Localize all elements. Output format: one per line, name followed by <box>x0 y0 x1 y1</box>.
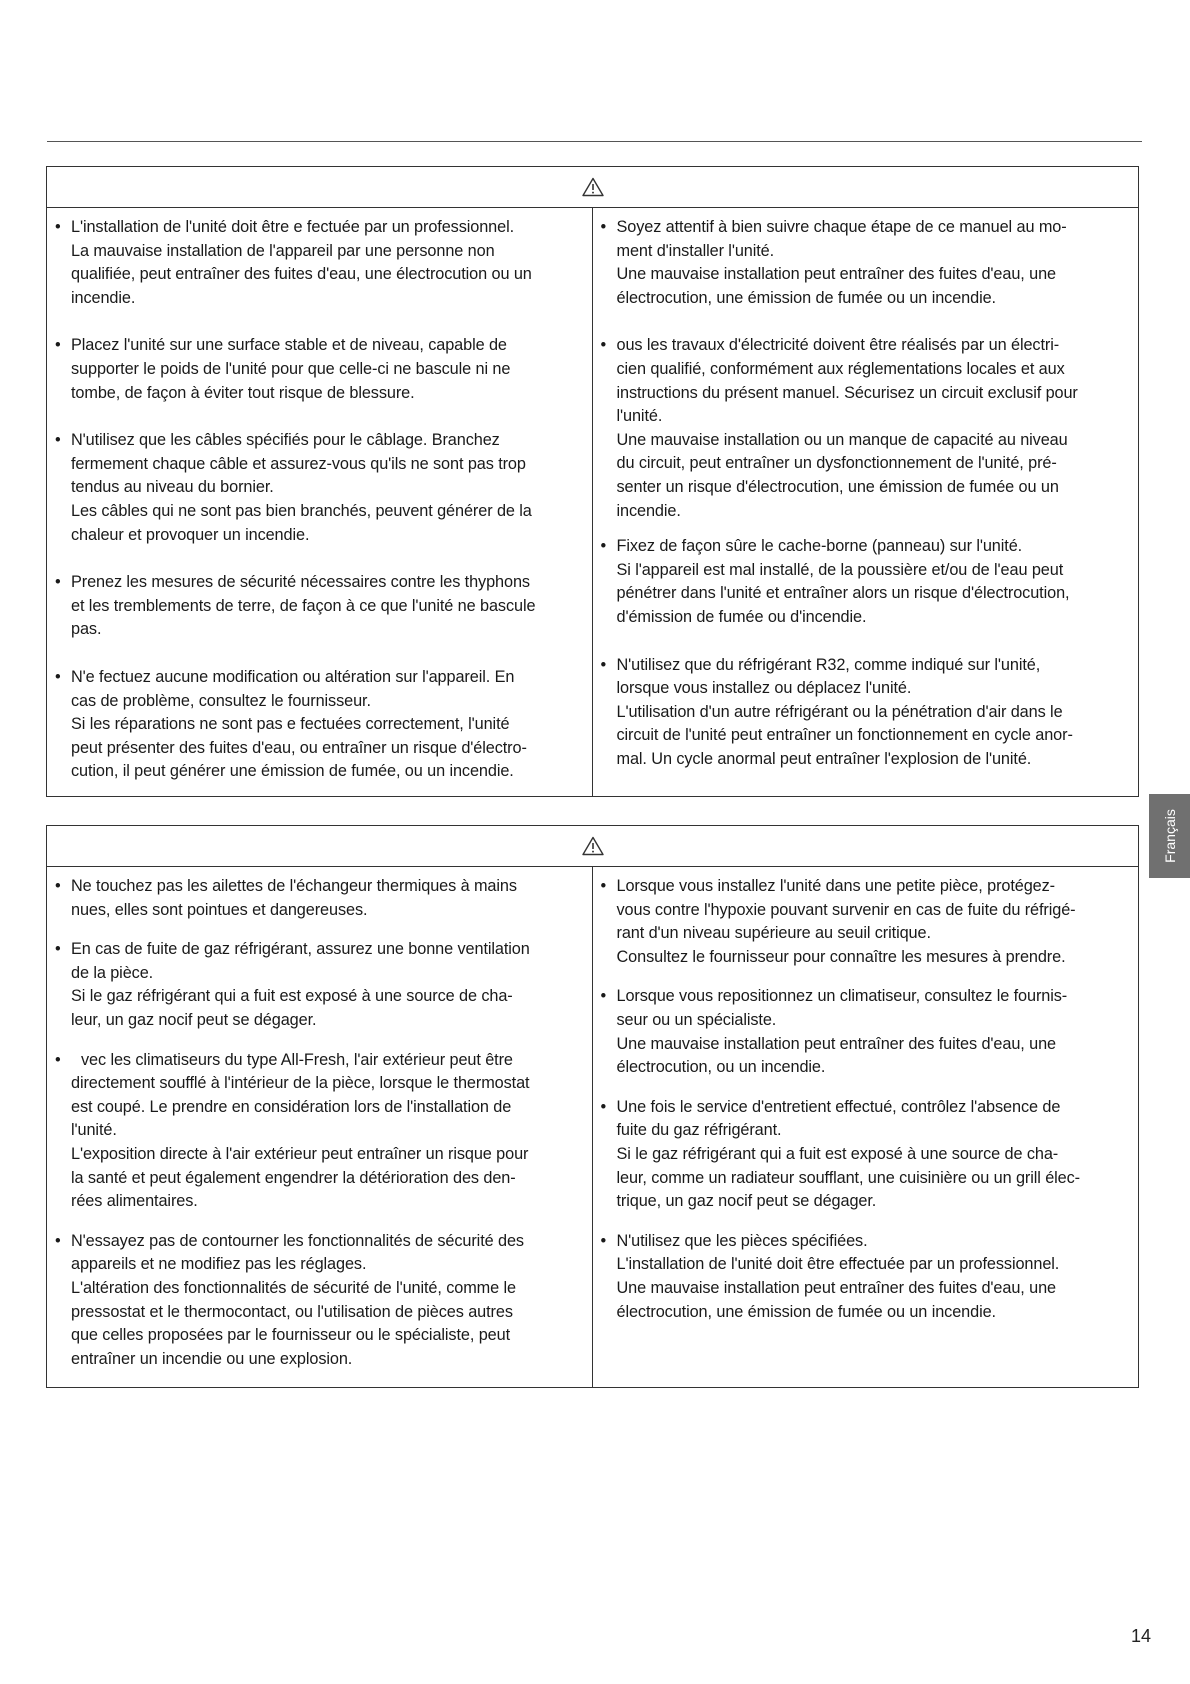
warning-col-left-1 <box>47 207 593 796</box>
list-item: • Lorsque vous repositionnez un climatiseur, consultez le fournis- seur ou un spécialiste. Une mauvaise installation peut entraîner des fuites d'eau, une électrocution, ou un incendie. <box>600 987 1068 1077</box>
page-number: 14 <box>1131 1626 1152 1646</box>
warning-col-right-1 <box>593 207 1139 796</box>
language-tab-label: Français <box>1162 809 1178 863</box>
list-item: • N'utilisez que les câbles spécifiés pour le câblage. Branchez fermement chaque câble et assurez-vous qu'ils ne sont pas trop tendus au niveau du bornier. Les câbles qui ne sont pas bien branchés, peuvent générer de la chaleur et provoquer un incendie. <box>55 431 532 544</box>
top-rule <box>47 141 1142 142</box>
warning-box-2 <box>46 825 1139 1388</box>
warning-triangle-icon <box>582 177 604 197</box>
list-item: • vec les climatiseurs du type All-Fresh, l'air extérieur peut être directement soufflé à l'intérieur de la pièce, lorsque le thermostat est coupé. Le prendre en considération lors de l'installation de l'unité. L'exposition directe à l'air extérieur peut entraîner un risque pour la santé et peut également engendrer la détérioration des den- rées alimentaires. <box>55 1050 530 1211</box>
list-item: • Placez l'unité sur une surface stable et de niveau, capable de supporter le poids de l'unité pour que celle-ci ne bascule ni ne tombe, de façon à éviter tout risque de blessure. <box>55 336 511 402</box>
warning-col-left-2 <box>47 866 593 1387</box>
warning-col-right-2 <box>593 866 1139 1387</box>
warning-box-1 <box>46 166 1139 797</box>
list-item: • L'installation de l'unité doit être e fectuée par un professionnel. La mauvaise installation de l'appareil par une personne non qualifiée, peut entraîner des fuites d'eau, une électrocution ou un incendie. <box>55 218 532 307</box>
list-item: • Une fois le service d'entretient effectué, contrôlez l'absence de fuite du gaz réfrigérant. Si le gaz réfrigérant qui a fuit est exposé à une source de cha- leur, comme un radiateur soufflant, une cuisinière ou un grill élec- trique, un gaz nocif peut se dégager. <box>600 1097 1081 1211</box>
list-item: • N'utilisez que du réfrigérant R32, comme indiqué sur l'unité, lorsque vous installez ou déplacez l'unité. L'utilisation d'un autre réfrigérant ou la pénétration d'air dans le circuit de l'unité peut entraîner un fonctionnement en cycle anor- mal. Un cycle anormal peut entraîner l'explosion de l'unité. <box>600 655 1073 768</box>
list-item: • Prenez les mesures de sécurité nécessaires contre les thyphons et les tremblements de terre, de façon à ce que l'unité ne bascule pas. <box>55 573 536 639</box>
list-item: • En cas de fuite de gaz réfrigérant, assurez une bonne ventilation de la pièce. Si le gaz réfrigérant qui a fuit est exposé à une source de cha- leur, un gaz nocif peut se dégager. <box>55 940 530 1029</box>
list-item: • Lorsque vous installez l'unité dans une petite pièce, protégez- vous contre l'hypoxie pouvant survenir en cas de fuite du réfrigé- rant d'un niveau supérieure au seuil critique. Consultez le fournisseur pour connaître les mesures à prendre. <box>600 877 1076 966</box>
list-item: • Ne touchez pas les ailettes de l'échangeur thermiques à mains nues, elles sont pointues et dangereuses. <box>55 877 517 919</box>
list-item: • N'e fectuez aucune modification ou altération sur l'appareil. En cas de problème, consultez le fournisseur. Si les réparations ne sont pas e fectuées correctement, l'unité peut présenter des fuites d'eau, ou entraîner un risque d'électro- cution, il peut générer une émission de fumée, ou un incendie. <box>55 667 527 781</box>
warning-header-1 <box>47 167 1138 208</box>
list-item: • N'utilisez que les pièces spécifiées. L'installation de l'unité doit être effectuée par un professionnel. Une mauvaise installation peut entraîner des fuites d'eau, une électrocution, une émission de fumée ou un incendie. <box>600 1231 1060 1321</box>
warning-triangle-icon <box>582 836 604 856</box>
language-tab <box>1149 794 1190 878</box>
list-item: • Fixez de façon sûre le cache-borne (panneau) sur l'unité. Si l'appareil est mal installé, de la poussière et/ou de l'eau peut pénétrer dans l'unité et entraîner alors un risque d'électrocution, d'émission de fumée ou d'incendie. <box>600 537 1070 626</box>
list-item: • Soyez attentif à bien suivre chaque étape de ce manuel au mo- ment d'installer l'unité. Une mauvaise installation peut entraîner des fuites d'eau, une électrocution, une émission de fumée ou un incendie. <box>600 218 1067 307</box>
warning-header-2 <box>47 826 1138 867</box>
list-item: • N'essayez pas de contourner les fonctionnalités de sécurité des appareils et ne modifiez pas les réglages. L'altération des fonctionnalités de sécurité de l'unité, comme le pressostat et le thermocontact, ou l'utilisation de pièces autres que celles proposées par le fournisseur ou le spécialiste, peut entraîner un incendie ou une explosion. <box>55 1231 524 1368</box>
list-item: • ous les travaux d'électricité doivent être réalisés par un électri- cien qualifié, conformément aux réglementations locales et aux instructions du présent manuel. Sécurisez un circuit exclusif pour l'unité. Une mauvaise installation ou un manque de capacité au niveau du circuit, peut entraîner un dysfonctionnement de l'unité, pré- senter un risque d'électrocution, une émission de fumée ou un incendie. <box>600 336 1078 520</box>
